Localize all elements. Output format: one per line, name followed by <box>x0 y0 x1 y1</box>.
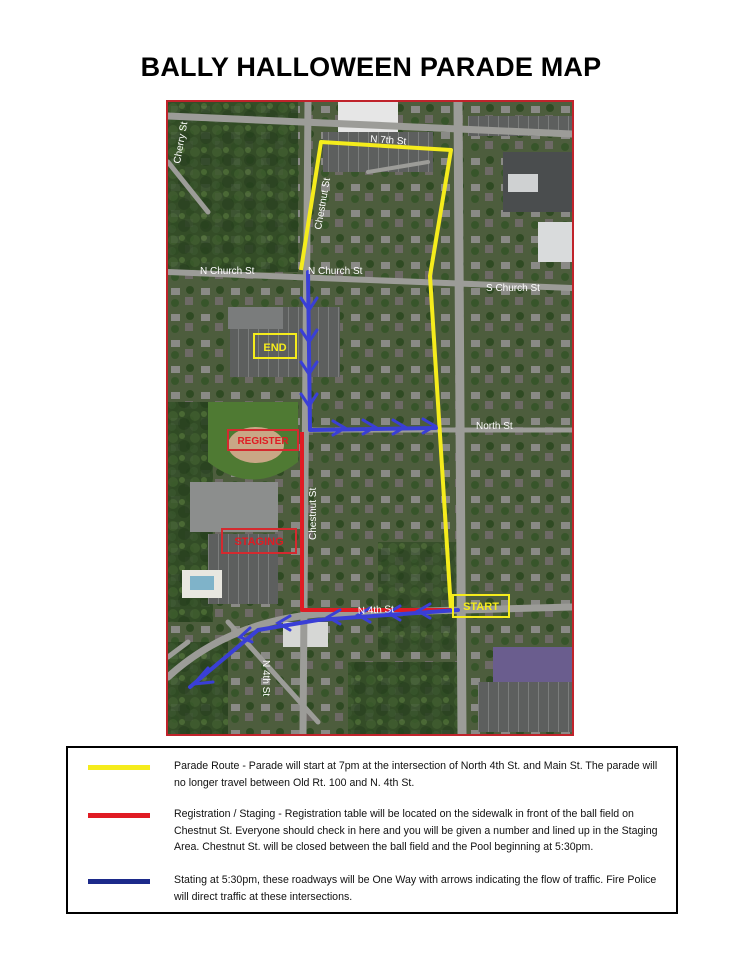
page-title: BALLY HALLOWEEN PARADE MAP <box>140 52 602 82</box>
legend-text-parade-route: Parade Route - Parade will start at 7pm at the intersection of North 4th St. and Main St. The parade will no longer travel between Old Rt. 100 and N. 4th St. <box>174 760 658 789</box>
legend-text-registration: Registration / Staging - Registration table will be located on the sidewalk in front of the ball field on Chestnut St. Everyone should check in here and you will be given a number and lined up in the Staging Area. Chestnut St. will be closed between the ball field and the Pool beginning at 5:30pm. <box>174 808 658 853</box>
legend-swatch-red <box>88 813 150 818</box>
legend-swatch-yellow <box>88 765 150 770</box>
parade-map <box>166 100 574 736</box>
start-box-label: START <box>463 601 499 613</box>
street-label-n-church2: N Church St <box>308 266 363 277</box>
map-legend <box>66 746 678 914</box>
street-label-s-church: S Church St <box>486 283 540 294</box>
street-label-cherry: Cherry St <box>172 121 191 165</box>
street-label-chestnut-lower: Chestnut St <box>308 487 319 540</box>
end-box-label: END <box>263 342 287 354</box>
street-label-n4th: N 4th St <box>357 604 395 617</box>
street-label-n-church: N Church St <box>200 266 255 277</box>
street-label-n7th: N 7th St <box>369 134 407 148</box>
staging-box-label: STAGING <box>234 536 284 548</box>
legend-swatch-blue <box>88 879 150 884</box>
legend-text-one-way: Stating at 5:30pm, these roadways will be One Way with arrows indicating the flow of traffic. Fire Police will direct traffic at these intersections. <box>174 874 657 903</box>
aerial-map-canvas <box>168 102 572 734</box>
street-label-north: North St <box>476 421 513 432</box>
street-label-n4th-lower: N 4th St <box>260 660 271 697</box>
street-label-chestnut-upper: Chestnut St <box>313 177 334 231</box>
register-box-label: REGISTER <box>237 436 289 447</box>
